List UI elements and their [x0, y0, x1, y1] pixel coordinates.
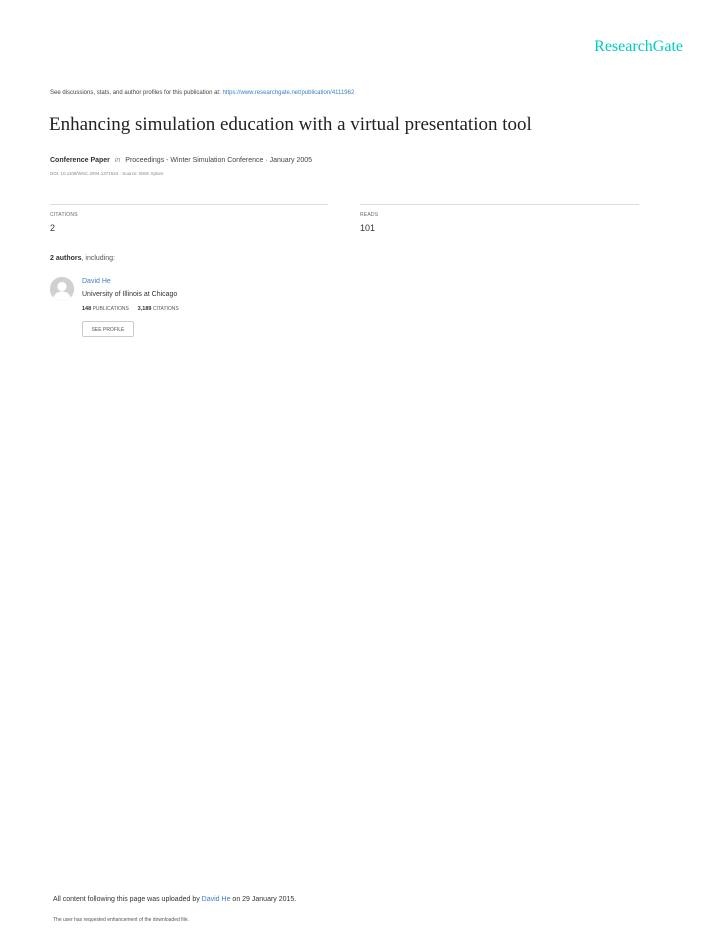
publication-in-word: in [114, 157, 121, 164]
avatar[interactable] [50, 277, 74, 301]
reads-divider [360, 204, 639, 205]
author-publications-label: PUBLICATIONS [92, 306, 129, 312]
reads-count: 101 [360, 223, 376, 233]
author-citations-label: CITATIONS [152, 306, 179, 312]
upload-prefix: All content following this page was uploaded by [53, 896, 200, 903]
author-name-link[interactable]: David He [82, 278, 111, 285]
see-profile-button[interactable]: SEE PROFILE [82, 321, 134, 337]
uploader-link[interactable]: David He [201, 896, 231, 903]
author-publications-count: 148 [82, 306, 92, 312]
doi-source-line: DOI: 10.1109/WSC.2004.1371524 · Source: IEEE Xplore [50, 171, 164, 176]
authors-suffix: , including: [81, 255, 115, 262]
authors-count: 2 authors [50, 255, 82, 262]
publication-url-link[interactable]: https://www.researchgate.net/publication/4111962 [222, 90, 355, 96]
discussion-prefix: See discussions, stats, and author profiles for this publication at: [50, 90, 221, 96]
citations-divider [50, 204, 328, 205]
citations-count: 2 [50, 223, 56, 233]
user-silhouette-icon [50, 277, 74, 301]
publication-type: Conference Paper [50, 157, 110, 164]
author-institution: University of Illinois at Chicago [82, 291, 178, 298]
discussion-notice [50, 90, 354, 96]
enhancement-note: The user has requested enhancement of the downloaded file. [53, 917, 189, 923]
author-citations-count: 3,189 [137, 306, 152, 312]
authors-summary [50, 255, 115, 262]
publication-title: Enhancing simulation education with a virtual presentation tool [49, 114, 532, 135]
upload-date: on 29 January 2015. [232, 896, 297, 903]
author-stats [82, 306, 179, 312]
publication-info [50, 157, 312, 164]
upload-notice [53, 896, 296, 903]
reads-label: READS [360, 212, 379, 218]
citations-label: CITATIONS [50, 212, 78, 218]
researchgate-logo: ResearchGate [594, 38, 683, 55]
publication-venue: Proceedings - Winter Simulation Conference · January 2005 [125, 157, 313, 164]
